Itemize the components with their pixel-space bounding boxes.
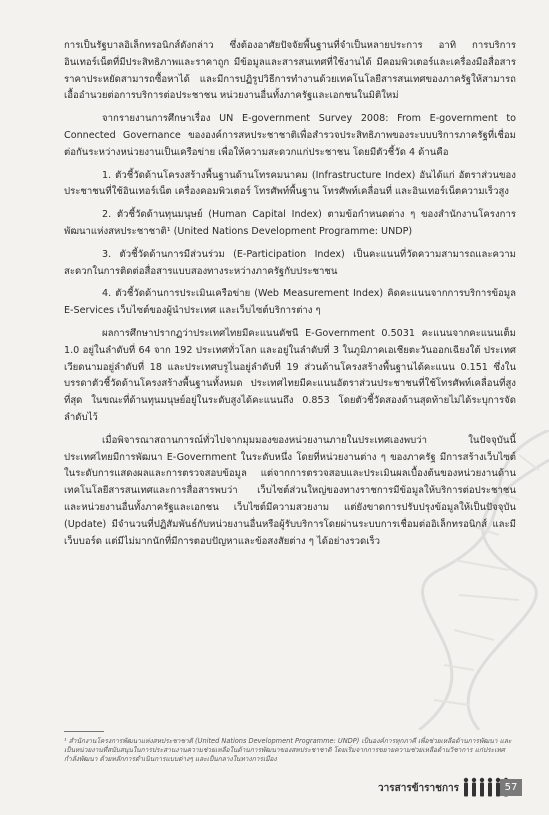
footnote: ¹ สำนักงานโครงการพัฒนาแห่งสหประชาชาติ (United Nations Development Programme: UNDP) เป็นองค์การทุกภาคี เพื่อช่วยเหลือด้านการพัฒนา และเป็นหน่วยงานที่สนับสนุนในการประสานงานความช่วยเหลือในด้านการพัฒนาของสหประชาชาติ โดยเริ่มจากการขยายความช่วยเหลือด้านวิชาการ แก่ประเทศกำลังพัฒนา ด้วยหลักการดำเนินการแบบต่างๆ และเป็นกลางในทางการเมือง [64, 737, 512, 764]
journal-title: วารสารข้าราชการ [378, 783, 459, 794]
indicator-item-1: 1. ตัวชี้วัดด้านโครงสร้างพื้นฐานด้านโทรคมนาคม (Infrastructure Index) อันได้แก่ อัตราส่วนของประชาชนที่ใช้อินเทอร์เน็ต เครื่องคอมพิวเตอร์ โทรศัพท์พื้นฐาน โทรศัพท์เคลื่อนที่ และอินเทอร์เน็ตความเร็วสูง [64, 169, 516, 198]
result-paragraph: ผลการศึกษาปรากฏว่าประเทศไทยมีคะแนนดัชนี E-Government 0.5031 คะแนนจากคะแนนเต็ม 1.0 อยู่ในลำดับที่ 64 จาก 192 ประเทศทั่วโลก และอยู่ในลำดับที่ 3 ในภูมิภาคเอเชียตะวันออกเฉียงใต้ ประเทศเวียดนามอยู่ลำดับที่ 18 และประเทศบรูไนอยู่ลำดับที่ 19 ส่วนด้านโครงสร้างพื้นฐานได้คะแนน 0.151 ซึ่งในบรรดาตัวชี้วัดด้านโครงสร้างพื้นฐานทั้งหมด ประเทศไทยมีคะแนนอัตราส่วนประชาชนที่ใช้โทรศัพท์เคลื่อนที่สูงที่สุด ในขณะที่ด้านทุนมนุษย์อยู่ในระดับสูงได้คะแนนถึง 0.853 โดยตัวชี้วัดสองด้านสุดท้ายไม่ได้ระบุการจัดลำดับไว้ [64, 327, 516, 423]
indicator-item-2: 2. ตัวชี้วัดด้านทุนมนุษย์ (Human Capital Index) ตามข้อกำหนดต่าง ๆ ของสำนักงานโครงการพัฒนาแห่งสหประชาชาติ¹ (United Nations Development Programme: UNDP) [64, 209, 516, 237]
footnote-divider [64, 731, 104, 732]
article-body [64, 38, 516, 556]
closing-paragraph: เมื่อพิจารณาสถานการณ์ทั่วไปจากมุมมองของหน่วยงานภายในประเทศเองพบว่า ในปัจจุบันนี้ประเทศไทยมีการพัฒนา E-Government ในระดับหนึ่ง โดยที่หน่วยงานต่าง ๆ ของภาครัฐ มีการสร้างเว็บไซต์ในระดับการแสดงผลและการตรวจสอบข้อมูล แต่จากการตรวจสอบและประเมินผลเบื้องต้นของหน่วยงานด้านเทคโนโลยีสารสนเทศและการสื่อสารพบว่า เว็บไซต์ส่วนใหญ่ของทางราชการมีข้อมูลให้บริการต่อประชาชนและหน่วยงานอื่นทั้งภาครัฐและเอกชน เว็บไซต์มีความสวยงาม แต่ยังขาดการปรับปรุงข้อมูลให้เป็นปัจจุบัน (Update) มีจำนวนที่ปฏิสัมพันธ์กับหน่วยงานอื่นหรือผู้รับบริการโดยผ่านระบบการเชื่อมต่ออิเล็กทรอนิกส์ และมีเว็บบอร์ด แต่มีไม่มากนักที่มีการตอบปัญหาและข้อสงสัยต่าง ๆ ได้อย่างรวดเร็ว [64, 434, 516, 547]
page-footer [0, 776, 549, 798]
report-paragraph: จากรายงานการศึกษาเรื่อง UN E-government Survey 2008: From E-government to Connected Governance ขององค์การสหประชาชาติเพื่อสำรวจประสิทธิภาพของระบบบริการภาครัฐที่เชื่อมต่อกันระหว่างหน่วยงานเป็นเครือข่าย เพื่อให้ความสะดวกแก่ประชาชน โดยมีตัวชี้วัด 4 ด้านคือ [64, 113, 516, 158]
indicator-item-3: 3. ตัวชี้วัดด้านการมีส่วนร่วม (E-Participation Index) เป็นคะแนนที่วัดความสามารถและความสะดวกในการติดต่อสื่อสารแบบสองทางระหว่างภาครัฐกับประชาชน [64, 248, 516, 277]
intro-paragraph: การเป็นรัฐบาลอิเล็กทรอนิกส์ดังกล่าว ซึ่งต้องอาศัยปัจจัยพื้นฐานที่จำเป็นหลายประการ อาทิ การบริการอินเทอร์เน็ตที่มีประสิทธิภาพและราคาถูก มีข้อมูลและสารสนเทศที่ใช้งานได้ มีคอมพิวเตอร์และเครื่องมือสื่อสารราคาประหยัดสามารถซื้อหาได้ และมีการปฏิรูปวิธีการทำงานด้วยเทคโนโลยีสารสนเทศของภาครัฐให้สามารถเอื้ออำนวยต่อการบริการต่อประชาชน หน่วยงานอื่นทั้งภาครัฐและเอกชนในมิติใหม่ [64, 40, 516, 102]
page-number: 57 [500, 779, 522, 796]
indicator-item-4: 4. ตัวชี้วัดด้านการประเมินเครือข่าย (Web Measurement Index) คิดคะแนนจากการบริการข้อมูล E-Services เว็บไซต์ของผู้นำประเทศ และเว็บไซต์บริการต่าง ๆ [64, 288, 516, 317]
